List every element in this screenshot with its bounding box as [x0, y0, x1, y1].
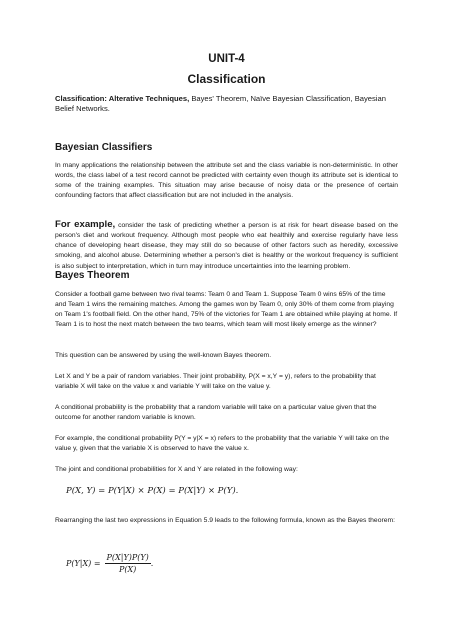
section-heading-bayes-theorem: Bayes Theorem [55, 270, 130, 281]
paragraph-example [55, 220, 398, 272]
paragraph-conditional-example: For example, the conditional probability P(Y = y|X = x) refers to the probability that the variable Y will take on the value y, given that the variable X is observed to have the value x. [55, 435, 390, 453]
section-heading-bayesian-classifiers: Bayesian Classifiers [55, 142, 153, 153]
example-body: consider the task of predicting whether a person is at risk for heart disease based on the person's diet and workout frequency. Although most people who eat healthily and exercise regularly have less chance of developing heart disease, they may still do so because of other factors such as heredity, excessive smoking, and alcohol abuse. Determining whether a person's diet is healthy or the workout frequency is sufficient is also subject to interpretation, which in turn may introduce uncertainties into the learning problem. [55, 222, 398, 270]
equation-lhs: P(Y|X) = [66, 559, 101, 568]
topics-line [55, 94, 398, 114]
paragraph-joint-probability: Let X and Y be a pair of random variables. Their joint probability, P(X = x,Y = y), refers to the probability that variable X will take on the value x and variable Y will take on the value y. [55, 373, 376, 391]
equation-numerator: P(X|Y)P(Y) [106, 553, 149, 562]
paragraph-joint-conditional-relation: The joint and conditional probabilities for X and Y are related in the following way: [55, 466, 298, 473]
example-lead: For example, [55, 219, 116, 230]
paragraph-rearranging: Rearranging the last two expressions in Equation 5.9 leads to the following formula, known as the Bayes theorem: [55, 517, 395, 524]
chapter-title: Classification [187, 72, 266, 86]
equation-denominator: P(X) [118, 565, 137, 574]
equation-period: . [150, 559, 154, 568]
equation-fraction [105, 553, 151, 574]
paragraph-nondeterministic: In many applications the relationship between the attribute set and the class variable is non-deterministic. In other words, the class label of a test record cannot be predicted with certainty even though its attribute set is identical to some of the training examples. This situation may arise because of noisy data or the presence of certain confounding factors that affect classification but are not included in the analysis. [55, 162, 398, 200]
topics-lead: Classification: Alterative Techniques, [55, 94, 190, 103]
equation-bayes-theorem [66, 553, 153, 574]
paragraph-football: Consider a football game between two rival teams: Team 0 and Team 1. Suppose Team 0 wins 65% of the time and Team 1 wins the remaining matches. Among the games won by Team 0, only 30% of them come from playing on Team 1's football field. On the other hand, 75% of the victories for Team 1 are obtained while playing at home. If Team 1 is to host the next match between the two teams, which team will most likely emerge as the winner? [55, 291, 398, 329]
paragraph-bayes-intro: This question can be answered by using the well-known Bayes theorem. [55, 352, 272, 359]
paragraph-conditional-definition: A conditional probability is the probability that a random variable will take on a particular value given that the outcome for another random variable is known. [55, 404, 377, 422]
unit-title: UNIT-4 [208, 53, 245, 65]
topics-rest: Bayes' Theorem, Naïve Bayesian Classification, Bayesian Belief Networks. [55, 94, 386, 113]
equation-joint: P(X, Y) = P(Y|X) × P(X) = P(X|Y) × P(Y). [66, 486, 239, 496]
